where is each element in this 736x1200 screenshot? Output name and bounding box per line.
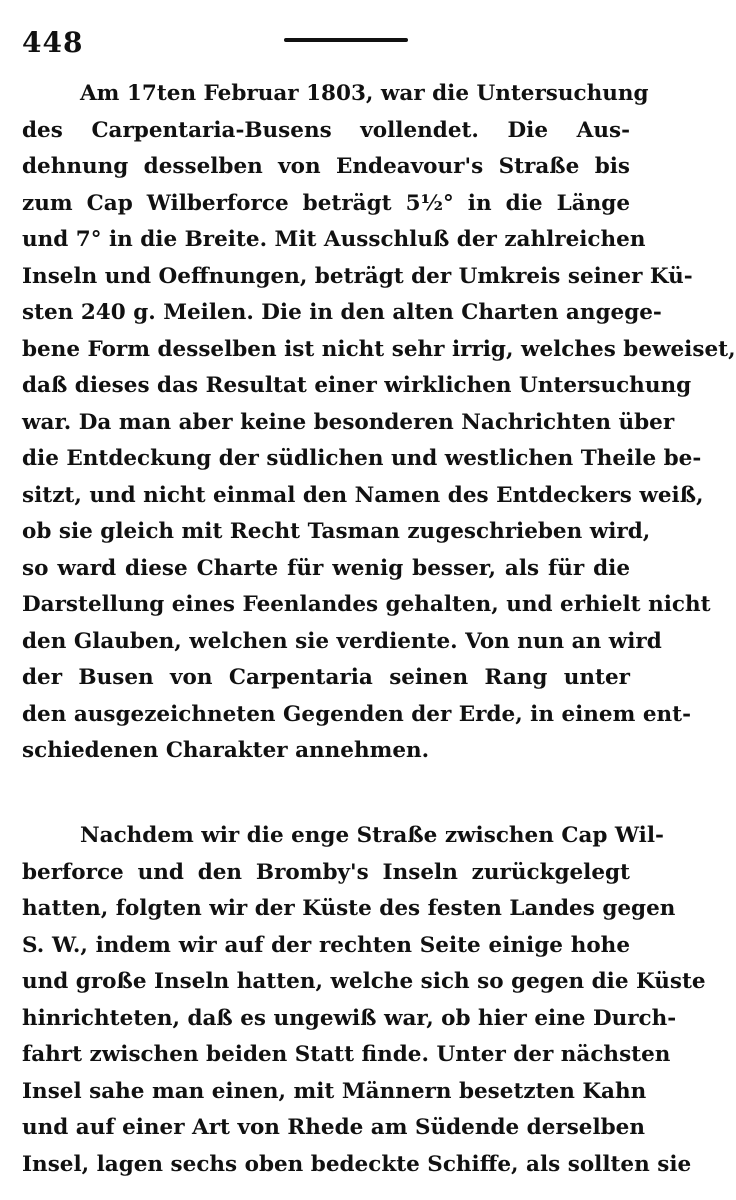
text-line: den ausgezeichneten Gegenden der Erde, in einem ent- — [22, 701, 691, 727]
text-line: Nachdem wir die enge Straße zwischen Cap Wil- — [80, 823, 664, 848]
text-line: des Carpentaria-Busens vollendet. Die Aus- — [22, 117, 630, 143]
page-number: 448 — [22, 26, 84, 59]
text-line: berforce und den Bromby's Inseln zurückgelegt — [22, 859, 630, 885]
text-line: sten 240 g. Meilen. Die in den alten Charten angege- — [22, 300, 662, 325]
text-line: hatten, folgten wir der Küste des festen Landes gegen — [22, 896, 676, 921]
text-line: bene Form desselben ist nicht sehr irrig, welches beweiset, — [22, 336, 736, 362]
text-line: S. W., indem wir auf der rechten Seite einige hohe — [22, 932, 630, 958]
text-line: hinrichteten, daß es ungewiß war, ob hier eine Durch- — [22, 1005, 677, 1031]
text-line: schiedenen Charakter annehmen. — [22, 738, 430, 763]
text-line: zum Cap Wilberforce beträgt 5½° in die Länge — [22, 190, 630, 216]
text-line: war. Da man aber keine besonderen Nachrichten über — [22, 409, 675, 435]
text-line: Insel sahe man einen, mit Männern besetzten Kahn — [22, 1078, 647, 1104]
text-line: den Glauben, welchen sie verdiente. Von nun an wird — [22, 628, 662, 654]
text-line: Insel, lagen sechs oben bedeckte Schiffe, als sollten sie — [22, 1151, 692, 1177]
text-line: fahrt zwischen beiden Statt finde. Unter der nächsten — [22, 1042, 671, 1067]
paragraph-1 — [22, 76, 736, 770]
text-line: die Entdeckung der südlichen und westlichen Theile be- — [22, 446, 702, 471]
text-line: so ward diese Charte für wenig besser, als für die — [22, 555, 630, 581]
header-rule — [284, 38, 408, 42]
text-line: der Busen von Carpentaria seinen Rang unter — [22, 665, 630, 690]
text-line: Darstellung eines Feenlandes gehalten, und erhielt nicht — [22, 592, 711, 617]
text-line: Inseln und Oeffnungen, beträgt der Umkreis seiner Kü- — [22, 263, 693, 289]
paragraph-2 — [22, 818, 706, 1183]
text-line: und auf einer Art von Rhede am Südende derselben — [22, 1115, 645, 1140]
text-line: sitzt, und nicht einmal den Namen des Entdeckers weiß, — [22, 482, 704, 508]
text-line: ob sie gleich mit Recht Tasman zugeschrieben wird, — [22, 519, 651, 544]
text-line: daß dieses das Resultat einer wirklichen Untersuchung — [22, 373, 692, 398]
text-line: dehnung desselben von Endeavour's Straße bis — [22, 154, 630, 179]
text-line: und große Inseln hatten, welche sich so gegen die Küste — [22, 969, 706, 994]
text-line: Am 17ten Februar 1803, war die Untersuchung — [80, 81, 649, 106]
text-line: und 7° in die Breite. Mit Ausschluß der zahlreichen — [22, 227, 646, 252]
